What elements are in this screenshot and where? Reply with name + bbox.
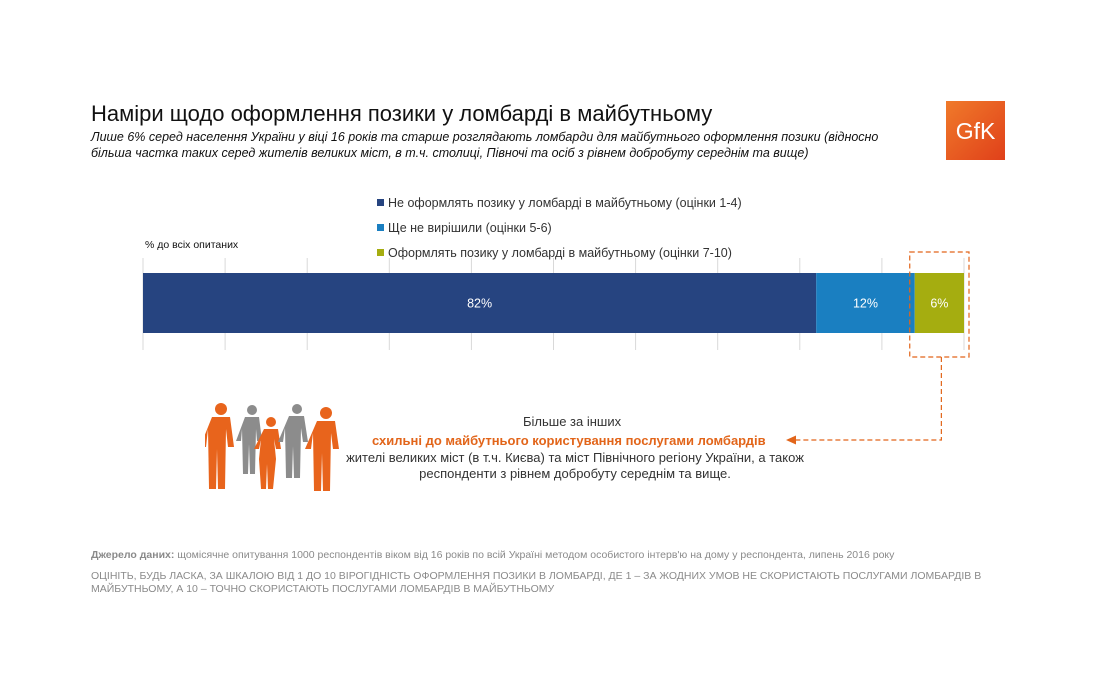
person-icon: [205, 403, 234, 489]
data-source: [91, 549, 1021, 561]
data-label: 6%: [930, 296, 949, 311]
people-illustration: [205, 400, 345, 505]
source-text: щомісячне опитування 1000 респондентів віком від 16 років по всій Україні методом особистого інтерв'ю на дому у респондента, липень 2016 року: [177, 549, 895, 561]
bar-layer: [143, 273, 964, 333]
callout-line: [795, 357, 941, 440]
callout-arrowhead: [786, 436, 796, 445]
data-label: 82%: [467, 296, 493, 311]
source-label: Джерело даних:: [91, 549, 175, 561]
person-icon: [236, 405, 262, 474]
callout-emphasis: схильні до майбутнього користування послугами ломбардів: [372, 433, 766, 448]
callout-lead: Більше за інших: [523, 414, 622, 429]
legend-label-undecided: Ще не вирішили (оцінки 5-6): [388, 220, 552, 235]
axis-note: % до всіх опитаних: [145, 239, 239, 251]
legend-label-will: Оформлять позику у ломбарді в майбутньому (оцінки 7-10): [388, 245, 732, 260]
page-subtitle: Лише 6% серед населення України у віці 16 років та старше розглядають ломбарди для майбутнього оформлення позики (відносно більша частка таких серед жителів великих міст, в т.ч. столиці, Півночі та осіб з рівнем добробуту середнім та вище): [91, 130, 879, 160]
legend-label-wont: Не оформлять позику у ломбарді в майбутньому (оцінки 1-4): [388, 195, 742, 210]
survey-question: ОЦІНІТЬ, БУДЬ ЛАСКА, ЗА ШКАЛОЮ ВІД 1 ДО 10 ВІРОГІДНІСТЬ ОФОРМЛЕННЯ ПОЗИКИ В ЛОМБАРДІ, ДЕ 1 – ЗА ЖОДНИХ УМОВ НЕ СКОРИСТАЮТЬ ПОСЛУГАМИ ЛОМБАРДІВ В МАЙБУТНЬОМУ, А 10 – ТОЧНО СКОРИСТАЮТЬ ПОСЛУГАМИ ЛОМБАРДІВ В МАЙБУТНЬОМУ: [91, 570, 982, 595]
person-icon: [305, 407, 339, 491]
gfk-logo-text: GfK: [955, 118, 996, 144]
data-label: 12%: [852, 296, 878, 311]
person-icon: [278, 404, 308, 478]
callout-body: жителі великих міст (в т.ч. Києва) та міст Північного регіону України, а також респонденти з рівнем добробуту середнім та вище.: [346, 450, 804, 481]
page-title: Наміри щодо оформлення позики у ломбарді в майбутньому: [91, 101, 713, 126]
